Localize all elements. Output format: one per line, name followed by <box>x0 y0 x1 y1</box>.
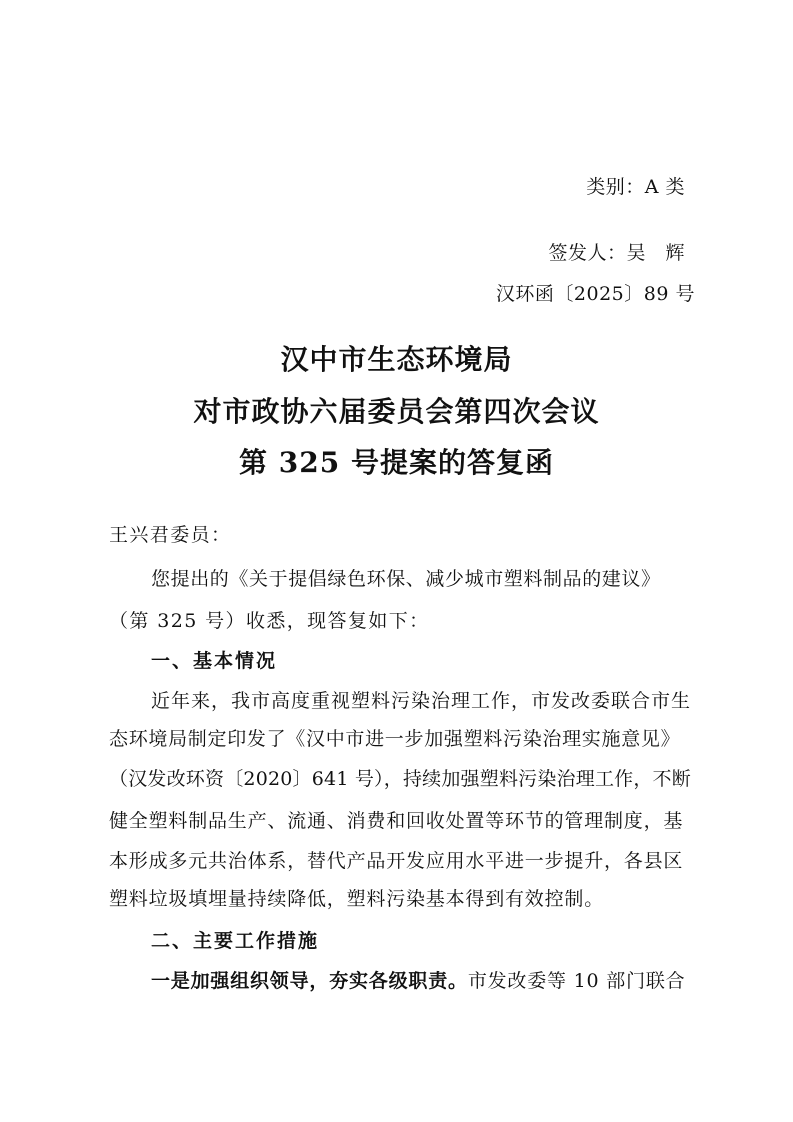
paragraph-1-line-1: 近年来，我市高度重视塑料污染治理工作，市发改委联合市生 <box>151 690 692 712</box>
paragraph-1-line-5: 本形成多元共治体系，替代产品开发应用水平进一步提升，各县区 <box>109 850 684 872</box>
paragraph-1-line-6: 塑料垃圾填埋量持续降低，塑料污染基本得到有效控制。 <box>109 888 605 910</box>
signer-label: 签发人：吴 辉 <box>548 242 685 264</box>
document-number: 汉环函〔2025〕89 号 <box>495 283 695 305</box>
paragraph-2-rest: 市发改委等 10 部门联合 <box>467 970 686 992</box>
paragraph-1-line-4: 健全塑料制品生产、流通、消费和回收处置等环节的管理制度，基 <box>109 810 684 832</box>
paragraph-2-lead: 一是加强组织领导，夯实各级职责。 <box>151 970 468 992</box>
paragraph-1-line-2: 态环境局制定印发了《汉中市进一步加强塑料污染治理实施意见》 <box>109 728 681 750</box>
title-line-3: 第 325 号提案的答复函 <box>239 446 554 479</box>
paragraph-2-line-1 <box>151 966 685 993</box>
salutation: 王兴君委员： <box>109 524 232 546</box>
paragraph-1-line-3: （汉发改环资〔2020〕641 号），持续加强塑料污染治理工作，不断 <box>109 768 691 790</box>
category-label: 类别：A 类 <box>586 176 685 198</box>
section-heading-1: 一、基本情况 <box>151 650 278 672</box>
section-heading-2: 二、主要工作措施 <box>151 930 320 952</box>
intro-line-2: （第 325 号）收悉，现答复如下： <box>109 610 430 632</box>
title-line-2: 对市政协六届委员会第四次会议 <box>193 395 600 428</box>
intro-line-1: 您提出的《关于提倡绿色环保、减少城市塑料制品的建议》 <box>151 568 661 590</box>
title-line-1: 汉中市生态环境局 <box>280 343 513 376</box>
